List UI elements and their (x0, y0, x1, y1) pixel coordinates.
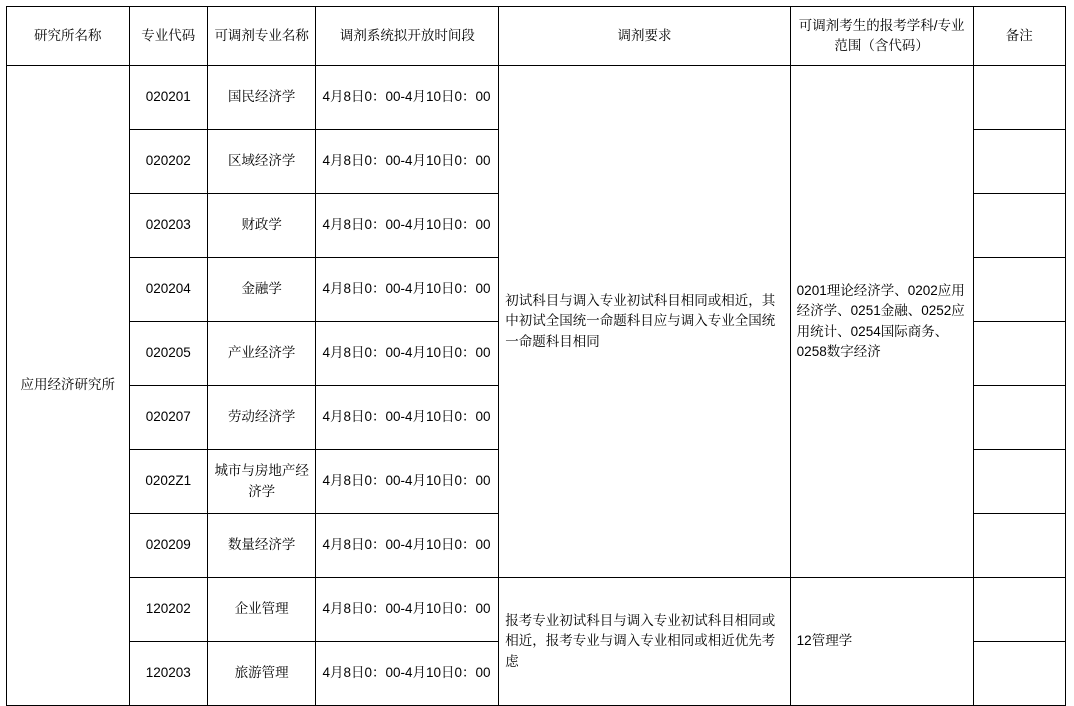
cell-open-window: 4月8日0：00-4月10日0：00 (316, 322, 499, 386)
cell-note (973, 130, 1065, 194)
cell-note (973, 578, 1065, 642)
cell-major-code: 020205 (129, 322, 207, 386)
header-major-name: 可调剂专业名称 (207, 7, 316, 66)
cell-requirement: 报考专业初试科目与调入专业初试科目相同或相近，报考专业与调入专业相同或相近优先考虑 (499, 578, 790, 706)
cell-note (973, 450, 1065, 514)
cell-major-code: 120202 (129, 578, 207, 642)
cell-major-code: 020203 (129, 194, 207, 258)
cell-open-window: 4月8日0：00-4月10日0：00 (316, 258, 499, 322)
cell-major-code: 020207 (129, 386, 207, 450)
cell-note (973, 194, 1065, 258)
table-header-row (7, 7, 1066, 66)
cell-major-code: 020201 (129, 66, 207, 130)
cell-open-window: 4月8日0：00-4月10日0：00 (316, 194, 499, 258)
header-institute: 研究所名称 (7, 7, 130, 66)
cell-major-code: 020209 (129, 514, 207, 578)
cell-open-window: 4月8日0：00-4月10日0：00 (316, 386, 499, 450)
cell-open-window: 4月8日0：00-4月10日0：00 (316, 578, 499, 642)
cell-note (973, 322, 1065, 386)
cell-open-window: 4月8日0：00-4月10日0：00 (316, 66, 499, 130)
cell-note (973, 514, 1065, 578)
cell-major-code: 020204 (129, 258, 207, 322)
cell-major-name: 企业管理 (207, 578, 316, 642)
cell-major-code: 0202Z1 (129, 450, 207, 514)
header-note: 备注 (973, 7, 1065, 66)
document-sheet (0, 6, 1074, 706)
header-open-window: 调剂系统拟开放时间段 (316, 7, 499, 66)
header-scope: 可调剂考生的报考学科/专业范围（含代码） (790, 7, 973, 66)
cell-open-window: 4月8日0：00-4月10日0：00 (316, 514, 499, 578)
cell-scope: 0201理论经济学、0202应用经济学、0251金融、0252应用统计、0254国际商务、0258数字经济 (790, 66, 973, 578)
cell-note (973, 66, 1065, 130)
cell-scope: 12管理学 (790, 578, 973, 706)
cell-major-code: 020202 (129, 130, 207, 194)
cell-major-name: 产业经济学 (207, 322, 316, 386)
cell-note (973, 258, 1065, 322)
cell-major-name: 国民经济学 (207, 66, 316, 130)
cell-major-name: 金融学 (207, 258, 316, 322)
header-major-code: 专业代码 (129, 7, 207, 66)
cell-major-name: 财政学 (207, 194, 316, 258)
cell-major-name: 旅游管理 (207, 642, 316, 706)
table-row (7, 578, 1066, 642)
table-body (7, 66, 1066, 706)
cell-institute-name: 应用经济研究所 (7, 66, 130, 706)
cell-major-code: 120203 (129, 642, 207, 706)
cell-major-name: 城市与房地产经济学 (207, 450, 316, 514)
cell-note (973, 642, 1065, 706)
cell-major-name: 区域经济学 (207, 130, 316, 194)
cell-requirement: 初试科目与调入专业初试科目相同或相近，其中初试全国统一命题科目应与调入专业全国统一命题科目相同 (499, 66, 790, 578)
header-requirement: 调剂要求 (499, 7, 790, 66)
cell-major-name: 数量经济学 (207, 514, 316, 578)
cell-open-window: 4月8日0：00-4月10日0：00 (316, 642, 499, 706)
cell-note (973, 386, 1065, 450)
table-row (7, 66, 1066, 130)
cell-open-window: 4月8日0：00-4月10日0：00 (316, 130, 499, 194)
table-header (7, 7, 1066, 66)
cell-open-window: 4月8日0：00-4月10日0：00 (316, 450, 499, 514)
cell-major-name: 劳动经济学 (207, 386, 316, 450)
adjustment-table (6, 6, 1066, 706)
